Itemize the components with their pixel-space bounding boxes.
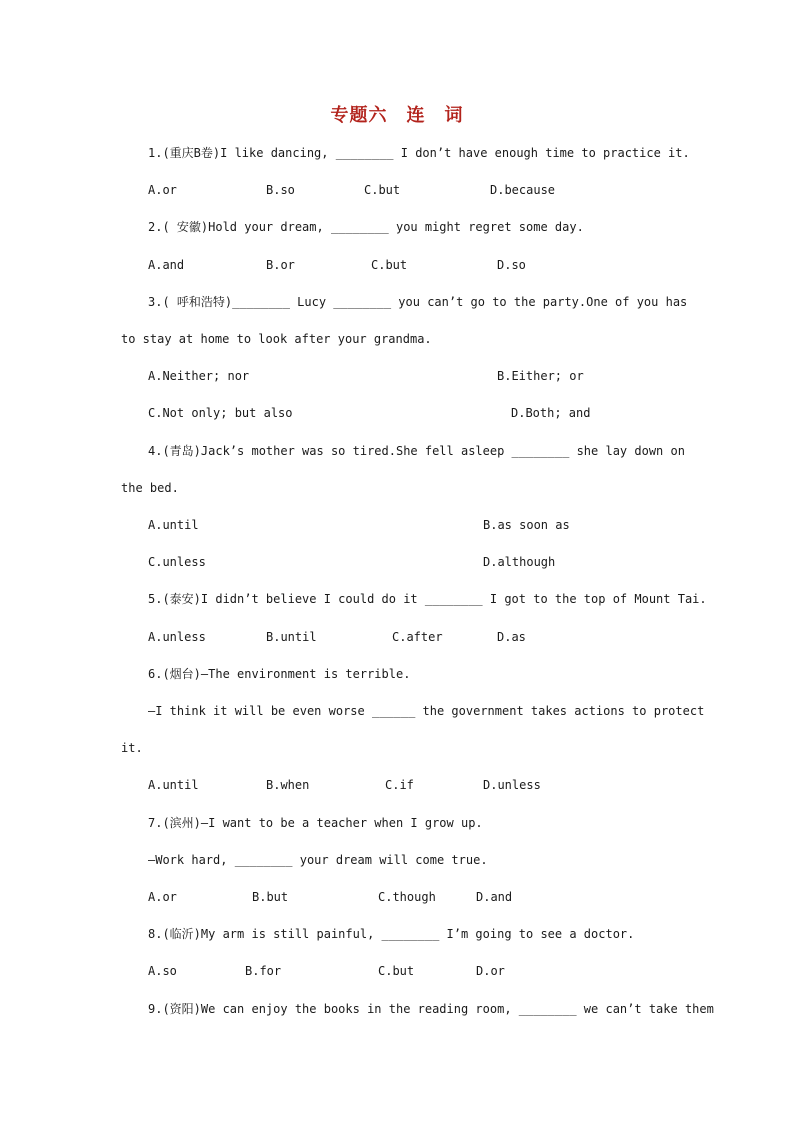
question-5-option-d: D.as: [497, 630, 526, 644]
question-3-text-line-1: 3.( 呼和浩特)________ Lucy ________ you can’t go to the party.One of you has: [148, 295, 688, 309]
question-7-text-line-1: 7.(滨州)—I want to be a teacher when I grow up.: [148, 816, 483, 830]
question-1-option-a: A.or: [148, 183, 177, 197]
question-4-option-a: A.until: [148, 518, 199, 532]
question-3-option-b: B.Either; or: [497, 369, 584, 383]
question-4-text-line-2: the bed.: [121, 481, 179, 495]
question-5-option-a: A.unless: [148, 630, 206, 644]
question-8-text: 8.(临沂)My arm is still painful, ________ I’m going to see a doctor.: [148, 927, 635, 941]
question-6-option-c: C.if: [385, 778, 414, 792]
question-1-option-b: B.so: [266, 183, 295, 197]
question-4-text-line-1: 4.(青岛)Jack’s mother was so tired.She fell asleep ________ she lay down on: [148, 444, 685, 458]
question-5-option-b: B.until: [266, 630, 317, 644]
question-6-option-d: D.unless: [483, 778, 541, 792]
question-7-text-line-2: —Work hard, ________ your dream will come true.: [148, 853, 488, 867]
question-8-option-c: C.but: [378, 964, 415, 978]
question-9-text: 9.(资阳)We can enjoy the books in the reading room, ________ we can’t take them: [148, 1002, 714, 1016]
question-5-text: 5.(泰安)I didn’t believe I could do it ________ I got to the top of Mount Tai.: [148, 592, 707, 606]
question-4-option-b: B.as soon as: [483, 518, 570, 532]
question-7-option-a: A.or: [148, 890, 177, 904]
question-5-option-c: C.after: [392, 630, 443, 644]
question-2-option-b: B.or: [266, 258, 295, 272]
question-6-option-a: A.until: [148, 778, 199, 792]
question-7-option-c: C.though: [378, 890, 436, 904]
question-4-option-c: C.unless: [148, 555, 206, 569]
question-7-option-b: B.but: [252, 890, 289, 904]
question-8-option-a: A.so: [148, 964, 177, 978]
question-2-text: 2.( 安徽)Hold your dream, ________ you might regret some day.: [148, 220, 584, 234]
question-3-option-c: C.Not only; but also: [148, 406, 293, 420]
question-2-option-a: A.and: [148, 258, 185, 272]
question-4-option-d: D.although: [483, 555, 556, 569]
question-8-option-d: D.or: [476, 964, 505, 978]
question-1-option-d: D.because: [490, 183, 556, 197]
question-1-option-c: C.but: [364, 183, 401, 197]
question-3-option-d: D.Both; and: [511, 406, 591, 420]
question-6-text-line-2: —I think it will be even worse ______ the government takes actions to protect: [148, 704, 705, 718]
question-2-option-c: C.but: [371, 258, 408, 272]
question-1-text: 1.(重庆B卷)I like dancing, ________ I don’t have enough time to practice it.: [148, 146, 690, 160]
question-6-option-b: B.when: [266, 778, 310, 792]
page-title: 专题六 连 词: [330, 105, 464, 126]
question-6-text-line-1: 6.(烟台)—The environment is terrible.: [148, 667, 411, 681]
question-7-option-d: D.and: [476, 890, 513, 904]
question-8-option-b: B.for: [245, 964, 282, 978]
question-6-text-line-3: it.: [121, 741, 143, 755]
question-3-option-a: A.Neither; nor: [148, 369, 250, 383]
question-2-option-d: D.so: [497, 258, 526, 272]
question-3-text-line-2: to stay at home to look after your grandma.: [121, 332, 432, 346]
